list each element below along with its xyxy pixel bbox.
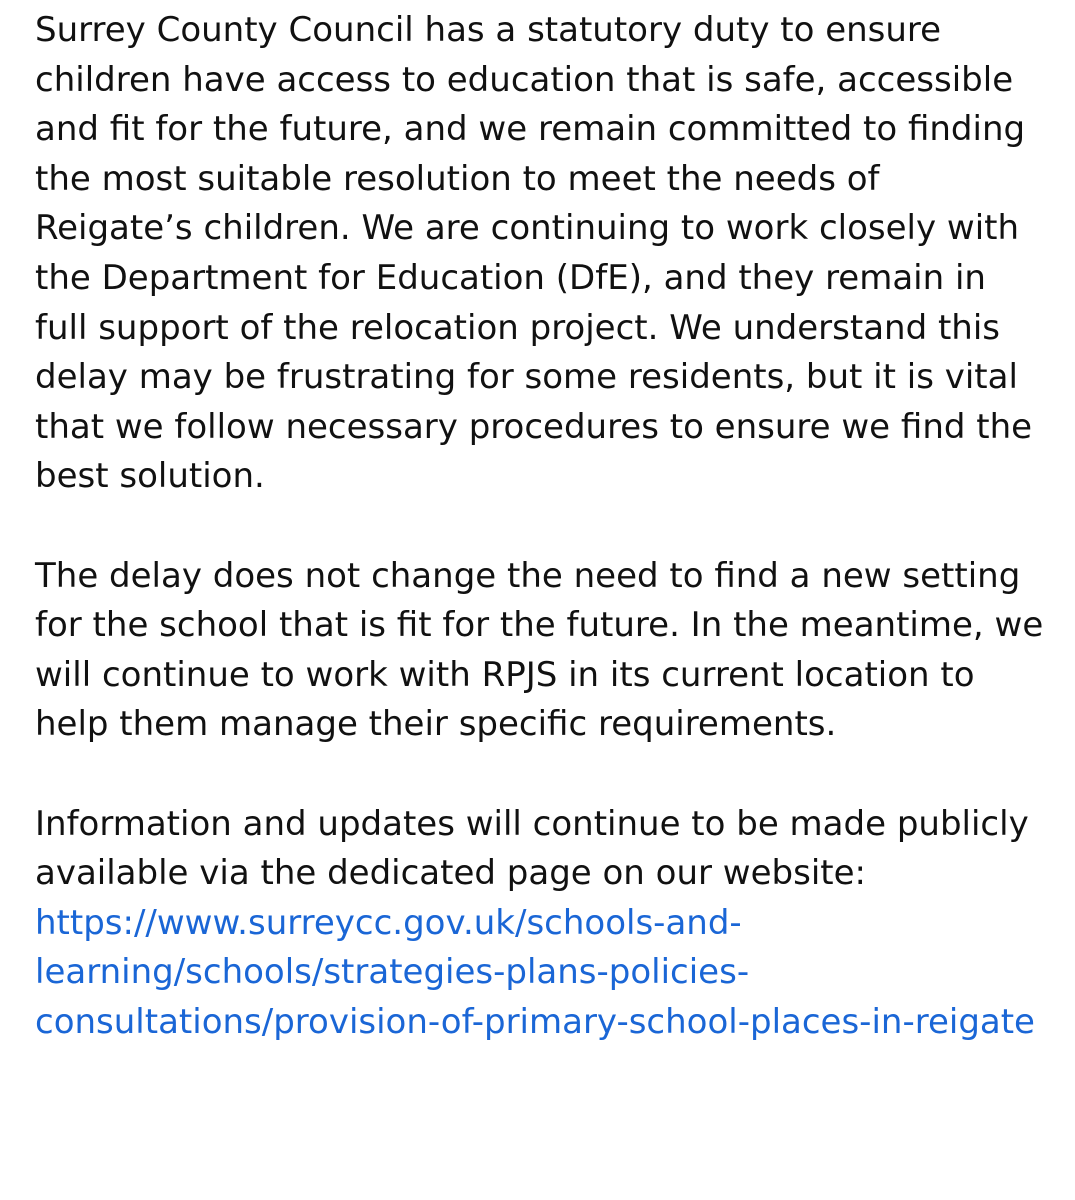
updates-text: Information and updates will continue to be made publicly available via the dedicated page on our website: <box>35 803 1029 894</box>
paragraph-information-updates <box>35 800 1045 1048</box>
paragraph-delay-impact: The delay does not change the need to find a new setting for the school that is fit for the future. In the meantime, we will continue to work with RPJS in its current location to help them manage their specific requirements. <box>35 555 1044 745</box>
paragraph-duty-statement: Surrey County Council has a statutory duty to ensure children have access to education that is safe, accessible and fit for the future, and we remain committed to finding the most suitable resolution to meet the needs of Reigate’s children. We are continuing to work closely with the Department for Education (DfE), and they remain in full support of the relocation project. We understand this delay may be frustrating for some residents, but it is vital that we follow necessary procedures to ensure we find the best solution. <box>35 10 1033 497</box>
document-body <box>35 6 1045 1047</box>
surrey-school-places-link[interactable]: https://www.surreycc.gov.uk/schools-and-learning/schools/strategies-plans-policies-consultations/provision-of-primary-school-places-in-reigate <box>35 902 1035 1042</box>
